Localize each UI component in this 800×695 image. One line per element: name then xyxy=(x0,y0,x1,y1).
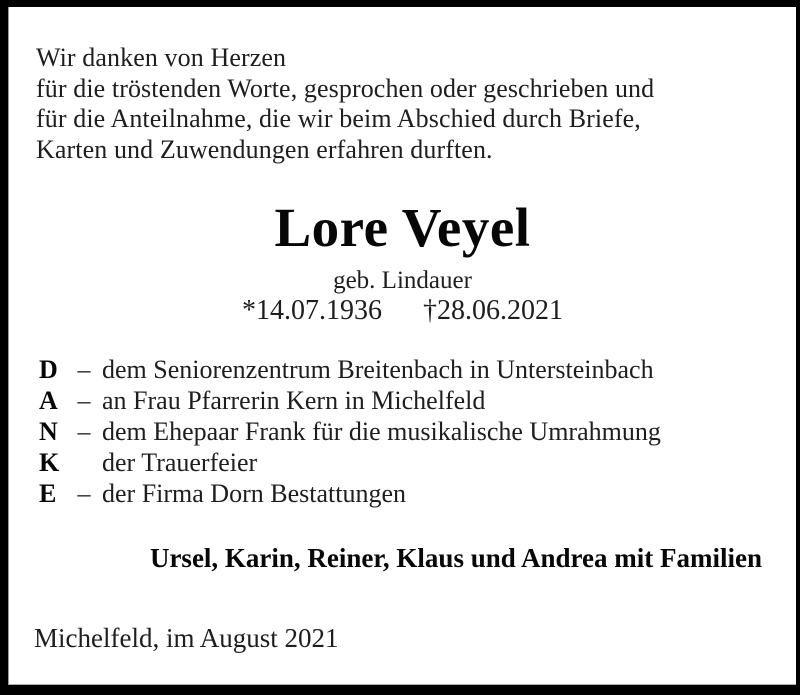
deceased-name: Lore Veyel xyxy=(274,197,531,258)
thanks-text: dem Ehepaar Frank für die musikalische Umrahmung xyxy=(102,417,661,446)
thanks-text: an Frau Pfarrerin Kern in Michelfeld xyxy=(102,386,486,415)
death-date: †28.06.2021 xyxy=(423,295,563,326)
intro-line: für die tröstenden Worte, gesprochen oder geschrieben und xyxy=(36,73,655,103)
intro-line: für die Anteilnahme, die wir beim Abschied durch Briefe, xyxy=(36,104,641,133)
family-signature: Ursel, Karin, Reiner, Klaus und Andrea mit Familien xyxy=(149,543,762,573)
maiden-name: geb. Lindauer xyxy=(333,267,472,294)
thanks-dash: – xyxy=(77,417,91,446)
thanks-text: dem Seniorenzentrum Breitenbach in Untersteinbach xyxy=(102,355,654,384)
obituary-sheet xyxy=(8,7,796,685)
thanks-letter: N xyxy=(39,417,58,446)
thanks-dash: – xyxy=(77,479,91,508)
thanks-letter: K xyxy=(39,448,60,477)
intro-line: Karten und Zuwendungen erfahren durften. xyxy=(36,134,493,164)
thanks-text: der Trauerfeier xyxy=(102,448,258,477)
thanks-list xyxy=(39,354,661,509)
thanks-dash: – xyxy=(77,355,91,384)
birth-date: *14.07.1936 xyxy=(242,295,382,326)
place-date-line: Michelfeld, im August 2021 xyxy=(34,623,339,653)
thanks-row xyxy=(39,385,661,416)
thanks-row xyxy=(39,478,661,509)
thanks-row xyxy=(39,354,661,385)
intro-line: Wir danken von Herzen xyxy=(36,43,287,72)
life-dates xyxy=(9,295,796,327)
thanks-letter: D xyxy=(39,355,58,384)
thanks-text: der Firma Dorn Bestattungen xyxy=(102,479,406,508)
thanks-letter: A xyxy=(39,386,58,415)
thanks-dash: – xyxy=(77,386,91,415)
thanks-row xyxy=(39,447,661,478)
thanks-letter: E xyxy=(39,479,57,508)
thanks-row xyxy=(39,416,661,447)
intro-paragraph xyxy=(36,43,654,165)
